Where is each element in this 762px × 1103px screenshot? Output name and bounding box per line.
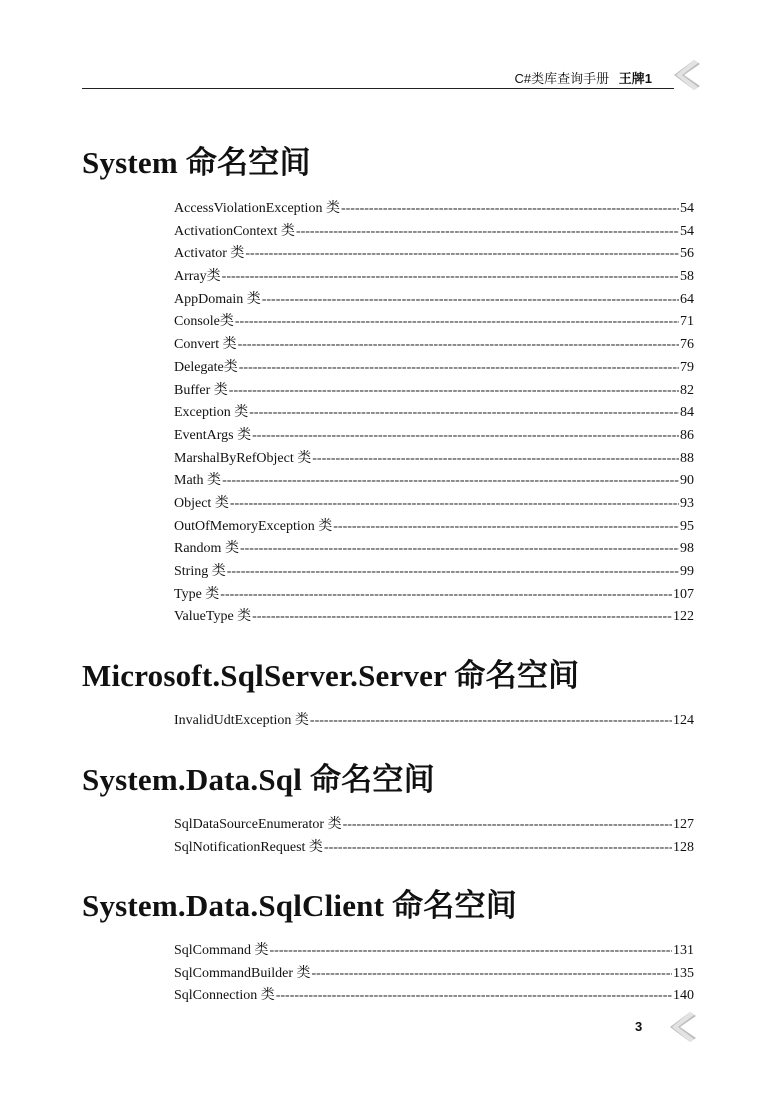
toc-entry[interactable] xyxy=(174,401,694,424)
entry-page: 76 xyxy=(680,337,694,353)
entry-page: 86 xyxy=(680,427,694,443)
leader-dots xyxy=(310,713,672,729)
toc-entry[interactable] xyxy=(174,197,694,220)
toc-entry[interactable] xyxy=(174,560,694,583)
leader-dots xyxy=(252,428,679,444)
leader-dots xyxy=(312,966,673,982)
entry-page: 79 xyxy=(680,359,694,375)
entry-name: SqlDataSourceEnumerator 类 xyxy=(174,817,342,832)
toc-entry[interactable] xyxy=(174,515,694,538)
leader-dots xyxy=(276,988,672,1004)
entry-page: 99 xyxy=(680,564,694,579)
leader-dots xyxy=(239,360,679,376)
leader-dots xyxy=(270,943,672,959)
toc-entry[interactable] xyxy=(174,537,694,560)
leader-dots xyxy=(222,269,679,285)
toc-entry[interactable] xyxy=(174,242,694,265)
entry-name: SqlConnection 类 xyxy=(174,988,275,1004)
entry-name: Math 类 xyxy=(174,473,222,489)
leader-dots xyxy=(262,292,679,308)
book-title: C#类库查询手册 xyxy=(514,71,610,86)
toc-entry[interactable] xyxy=(174,424,694,447)
leader-dots xyxy=(220,587,672,603)
leader-dots xyxy=(222,473,679,489)
entry-page: 127 xyxy=(673,817,694,832)
toc-entry[interactable] xyxy=(174,583,694,606)
entry-name: MarshalByRefObject 类 xyxy=(174,450,312,466)
toc-entry[interactable] xyxy=(174,492,694,515)
leader-dots xyxy=(341,201,679,217)
brand-label: 王牌1 xyxy=(618,71,652,86)
toc-entry[interactable] xyxy=(174,379,694,402)
entry-name: AppDomain 类 xyxy=(174,291,261,307)
leader-dots xyxy=(227,564,679,580)
entry-page: 71 xyxy=(680,314,694,330)
entry-page: 131 xyxy=(673,943,694,958)
toc-entry[interactable] xyxy=(174,962,694,985)
entry-name: Console类 xyxy=(174,314,234,330)
toc-entry[interactable] xyxy=(174,220,694,243)
toc-entry[interactable] xyxy=(174,984,694,1007)
entry-page: 140 xyxy=(673,988,694,1004)
leader-dots xyxy=(230,496,679,512)
entry-name: Delegate类 xyxy=(174,359,238,375)
entry-name: Array类 xyxy=(174,269,221,285)
entry-name: Buffer 类 xyxy=(174,382,228,398)
entry-name: Convert 类 xyxy=(174,337,237,353)
toc-entry[interactable] xyxy=(174,836,694,859)
leader-dots xyxy=(343,817,672,833)
entry-name: ActivationContext 类 xyxy=(174,223,295,239)
toc-entry[interactable] xyxy=(174,310,694,333)
leader-dots xyxy=(252,609,672,625)
entry-name: OutOfMemoryException 类 xyxy=(174,518,333,534)
entry-page: 84 xyxy=(680,405,694,421)
entry-name: SqlCommandBuilder 类 xyxy=(174,965,311,981)
leader-dots xyxy=(312,451,679,467)
entry-page: 95 xyxy=(680,518,694,534)
entry-page: 58 xyxy=(680,269,694,285)
entry-page: 124 xyxy=(673,713,694,728)
toc-list-system xyxy=(174,197,694,628)
toc-entry[interactable] xyxy=(174,469,694,492)
entry-name: SqlNotificationRequest 类 xyxy=(174,839,323,855)
entry-page: 135 xyxy=(673,965,694,981)
toc-entry[interactable] xyxy=(174,709,694,732)
entry-page: 107 xyxy=(673,586,694,602)
toc-entry[interactable] xyxy=(174,939,694,962)
toc-list-sqlserver xyxy=(174,709,694,732)
entry-name: Object 类 xyxy=(174,495,229,511)
leader-dots xyxy=(333,519,679,535)
toc-list-data-sql xyxy=(174,813,694,858)
entry-page: 54 xyxy=(680,201,694,216)
leader-dots xyxy=(249,405,679,421)
entry-name: InvalidUdtException 类 xyxy=(174,713,309,728)
entry-page: 90 xyxy=(680,473,694,489)
entry-name: String 类 xyxy=(174,564,226,579)
entry-name: Exception 类 xyxy=(174,405,249,421)
entry-page: 98 xyxy=(680,541,694,557)
entry-page: 122 xyxy=(673,609,694,625)
section-title-system: System 命名空间 xyxy=(82,145,311,180)
leader-dots xyxy=(296,224,679,240)
entry-page: 82 xyxy=(680,382,694,398)
entry-name: AccessViolationException 类 xyxy=(174,201,340,216)
chevron-left-icon xyxy=(668,1012,696,1042)
leader-dots xyxy=(324,840,672,856)
leader-dots xyxy=(238,337,679,353)
entry-page: 54 xyxy=(680,223,694,239)
toc-entry[interactable] xyxy=(174,265,694,288)
entry-page: 88 xyxy=(680,450,694,466)
leader-dots xyxy=(245,246,679,262)
leader-dots xyxy=(240,541,679,557)
entry-name: Random 类 xyxy=(174,541,239,557)
entry-name: Activator 类 xyxy=(174,246,245,262)
section-title-sqlclient: System.Data.SqlClient 命名空间 xyxy=(82,888,517,923)
toc-entry[interactable] xyxy=(174,356,694,379)
chevron-left-icon xyxy=(672,60,700,90)
section-title-sqlserver: Microsoft.SqlServer.Server 命名空间 xyxy=(82,658,580,693)
entry-page: 93 xyxy=(680,495,694,511)
header-text xyxy=(515,68,652,87)
entry-name: Type 类 xyxy=(174,586,220,602)
section-title-data-sql: System.Data.Sql 命名空间 xyxy=(82,762,435,797)
leader-dots xyxy=(235,314,679,330)
toc-entry[interactable] xyxy=(174,813,694,836)
toc-entry[interactable] xyxy=(174,333,694,356)
leader-dots xyxy=(229,383,679,399)
entry-name: ValueType 类 xyxy=(174,609,252,625)
toc-list-sqlclient xyxy=(174,939,694,1007)
toc-entry[interactable] xyxy=(174,288,694,311)
toc-entry[interactable] xyxy=(174,605,694,628)
entry-page: 64 xyxy=(680,291,694,307)
entry-page: 56 xyxy=(680,246,694,262)
page-number: 3 xyxy=(635,1019,643,1034)
toc-entry[interactable] xyxy=(174,447,694,470)
running-header xyxy=(82,64,674,89)
entry-page: 128 xyxy=(673,839,694,855)
entry-name: SqlCommand 类 xyxy=(174,943,269,958)
entry-name: EventArgs 类 xyxy=(174,427,252,443)
